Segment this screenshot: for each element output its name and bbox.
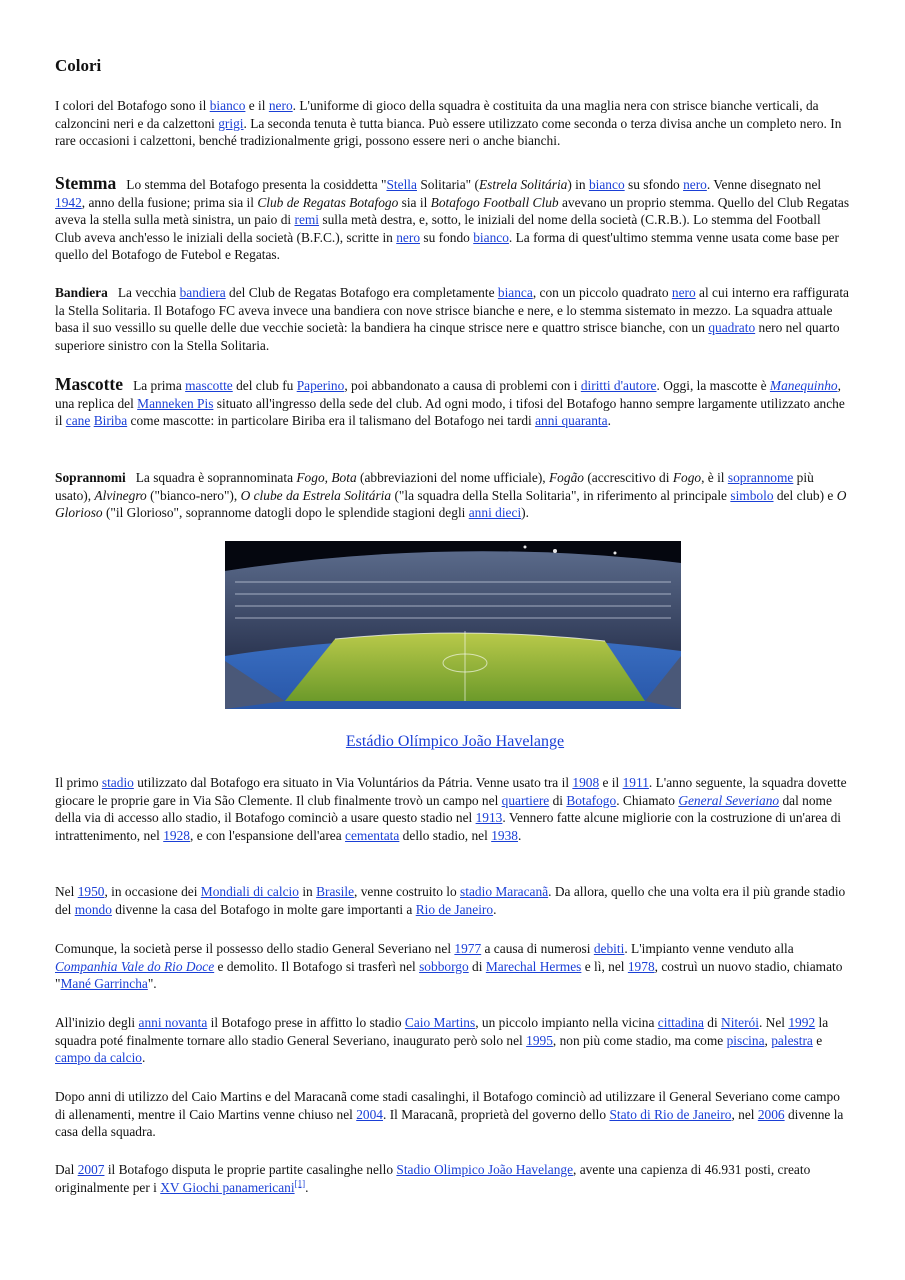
- paragraph-soprannomi: [55, 469, 850, 522]
- text: , nel: [731, 1106, 758, 1122]
- link-1978[interactable]: 1978: [627, 958, 655, 974]
- link-soprannome[interactable]: soprannome: [727, 470, 794, 485]
- text: All'inizio degli: [55, 1015, 139, 1030]
- link-marechal-hermes[interactable]: Marechal Hermes: [485, 958, 582, 974]
- text: , con un piccolo quadrato: [532, 285, 672, 300]
- link-palestra[interactable]: palestra: [771, 1032, 813, 1048]
- link-stato-rio-de-janeiro[interactable]: Stato di Rio de Janeiro: [609, 1106, 732, 1122]
- subheading-mascotte: Mascotte: [55, 374, 124, 394]
- text: , anno della fusione; prima sia il: [81, 194, 258, 210]
- text: più usato),: [55, 470, 814, 503]
- text: il Botafogo prese in affitto lo stadio: [207, 1015, 405, 1030]
- link-1928[interactable]: 1928: [163, 827, 190, 843]
- link-grigi[interactable]: grigi: [218, 115, 244, 131]
- italic-text: O Glorioso: [55, 487, 847, 521]
- text: dello stadio, nel: [399, 827, 492, 843]
- link-xv-giochi-panamericani[interactable]: XV Giochi panamericani: [160, 1179, 295, 1195]
- text: . L'uniforme di gioco della squadra è costituita da una maglia nera con strisce bianche verticali, da calzoncini neri e da calzettoni: [55, 98, 819, 131]
- link-nero[interactable]: nero: [268, 98, 293, 113]
- paragraph-stadio-6: [55, 1161, 850, 1196]
- link-2007[interactable]: 2007: [77, 1162, 105, 1177]
- text: nero nel quarto superiore sinistro con la Stella Solitaria.: [55, 320, 840, 353]
- text: . Da allora, quello che una volta era il più grande stadio del: [55, 884, 846, 917]
- text: di: [549, 792, 567, 808]
- link-diritti-autore[interactable]: diritti d'autore: [580, 378, 657, 393]
- link-cane[interactable]: cane: [65, 413, 91, 429]
- italic-text: Estrela Solitária: [478, 177, 568, 192]
- text: Il primo: [55, 775, 102, 790]
- text: . L'anno seguente, la squadra dovette giocare le proprie gare in Via São Clemente. Il club finalmente trovò un campo nel: [55, 775, 847, 808]
- link-stadio-olimpico[interactable]: Stadio Olimpico João Havelange: [396, 1162, 574, 1177]
- link-2006[interactable]: 2006: [757, 1106, 785, 1122]
- text: divenne la casa del Botafogo in molte gare importanti a: [111, 901, 416, 917]
- text: dal nome della via di accesso allo stadio, il Botafogo cominciò a usare questo stadio nel: [55, 792, 832, 826]
- text: come mascotte: in particolare Biriba era il talismano del Botafogo nei tardi: [127, 413, 536, 429]
- text: di: [703, 1015, 722, 1030]
- link-mondo[interactable]: mondo: [74, 901, 112, 917]
- text: sia il: [398, 194, 431, 210]
- text: situato all'ingresso della sede del club. Ad ogni modo, i tifosi del Botafogo hanno sempre largamente utilizzato anche il: [55, 395, 845, 429]
- text: . La forma di quest'ultimo stemma venne usata come base per quello del Botafogo de Futebol e Regatas.: [55, 229, 839, 263]
- text: La prima: [123, 378, 186, 393]
- link-1938[interactable]: 1938: [491, 827, 518, 843]
- paragraph-mascotte: [55, 376, 850, 430]
- link-general-severiano[interactable]: General Severiano: [678, 792, 780, 808]
- link-nero[interactable]: nero: [671, 285, 696, 300]
- link-manneken-pis[interactable]: Manneken Pis: [137, 395, 214, 411]
- text: e il: [245, 98, 269, 113]
- text: ".: [147, 976, 157, 992]
- link-anni-novanta[interactable]: anni novanta: [138, 1015, 208, 1030]
- subheading-stemma: Stemma: [55, 173, 117, 193]
- link-1911[interactable]: 1911: [622, 775, 649, 790]
- text: ) in: [567, 177, 589, 192]
- text: divenne la casa della squadra.: [55, 1106, 844, 1140]
- text: , una replica del: [55, 378, 841, 411]
- paragraph-stadio-5: [55, 1088, 850, 1141]
- link-estadio-olimpico[interactable]: Estádio Olímpico João Havelange: [345, 733, 565, 750]
- text: .: [607, 413, 611, 429]
- link-botafogo[interactable]: Botafogo: [566, 792, 617, 808]
- text: e demolito. Il Botafogo si trasferì nel: [214, 958, 420, 974]
- link-1950[interactable]: 1950: [77, 884, 105, 899]
- text: avevano un proprio stemma. Quello del Club Regatas aveva la stella sulla metà sinistra, un paio di: [55, 194, 850, 228]
- text: , avente una capienza di 46.931 posti, creato originalmente per i: [55, 1162, 811, 1195]
- italic-text: O clube da Estrela Solitária: [240, 487, 392, 503]
- link-biriba[interactable]: Biriba: [93, 413, 128, 429]
- link-stadio-maracana[interactable]: stadio Maracanã: [460, 884, 549, 899]
- text: ).: [521, 505, 529, 521]
- italic-text: Club de Regatas Botafogo: [257, 194, 399, 210]
- text: Lo stemma del Botafogo presenta la cosiddetta ": [116, 177, 387, 192]
- text: di: [468, 958, 486, 974]
- text: Comunque, la società perse il possesso dello stadio General Severiano nel: [55, 941, 455, 956]
- link-stella[interactable]: Stella: [386, 177, 417, 192]
- text: utilizzato dal Botafogo era situato in Via Voluntários da Pátria. Venne usato tra il: [133, 775, 573, 790]
- text: Solitaria" (: [416, 177, 479, 192]
- text: del club) e: [773, 487, 837, 503]
- text: e il: [599, 775, 623, 790]
- link-paperino[interactable]: Paperino: [296, 378, 345, 393]
- text: , non più come stadio, ma come: [552, 1032, 727, 1048]
- text: , costruì un nuovo stadio, chiamato ": [55, 958, 843, 992]
- subheading-bandiera: Bandiera: [55, 285, 108, 300]
- italic-text: Bota: [331, 470, 357, 485]
- italic-text: Alvinegro: [94, 487, 147, 503]
- link-anni-quaranta[interactable]: anni quaranta: [535, 413, 608, 429]
- text: del Club de Regatas Botafogo era completamente: [225, 285, 498, 300]
- paragraph-stadio-3: [55, 940, 850, 993]
- text: La squadra è soprannominata: [125, 470, 297, 485]
- link-nero[interactable]: nero: [683, 177, 707, 192]
- link-mondiali-di-calcio[interactable]: Mondiali di calcio: [200, 884, 299, 899]
- text: . La seconda tenuta è tutta bianca. Può essere utilizzato come seconda o terza divisa anche un completo nero. In rare occasioni i calzettoni, benché tradizionalmente grigi, possono essere neri o anche bianchi.: [55, 115, 842, 149]
- link-remi[interactable]: remi: [294, 212, 320, 228]
- text: .: [305, 1179, 309, 1195]
- link-1992[interactable]: 1992: [788, 1015, 816, 1030]
- text: al cui interno era raffigurata la Stella Solitaria. Il Botafogo FC aveva invece una bandiera con nove strisce bianche e nere, e lo stemma sistemato in mezzo. La squadra attuale basa il suo vessillo su quelle delle due vecchie società: la bandiera ha cinque strisce nere e quattro strisce bianche, con un: [55, 285, 849, 336]
- link-1977[interactable]: 1977: [454, 941, 482, 956]
- link-manequinho[interactable]: Manequinho: [769, 378, 838, 393]
- text: (accrescitivo di: [583, 470, 673, 485]
- link-mane-garrincha[interactable]: Mané Garrincha: [60, 976, 148, 992]
- text: . Il Maracanã, proprietà del governo dello: [383, 1106, 610, 1122]
- text: del club fu: [232, 378, 297, 393]
- link-bianca[interactable]: bianca: [497, 285, 533, 300]
- section-heading-colori: Colori: [55, 56, 102, 75]
- link-1995[interactable]: 1995: [526, 1032, 553, 1048]
- text: . Chiamato: [616, 792, 679, 808]
- link-companhia-vale[interactable]: Companhia Vale do Rio Doce: [55, 958, 215, 974]
- text: . Nel: [758, 1015, 789, 1030]
- text: . Oggi, la mascotte è: [656, 378, 770, 393]
- link-1913[interactable]: 1913: [475, 810, 503, 826]
- text: il Botafogo disputa le proprie partite casalinghe nello: [104, 1162, 397, 1177]
- paragraph-stadio-2: [55, 883, 850, 918]
- text: .: [493, 901, 497, 917]
- link-bianco[interactable]: bianco: [473, 229, 509, 245]
- link-quadrato[interactable]: quadrato: [708, 320, 756, 336]
- text: I colori del Botafogo sono il: [55, 98, 210, 113]
- text: Dal: [55, 1162, 78, 1177]
- link-niteroi[interactable]: Niterói: [721, 1015, 759, 1030]
- link-brasile[interactable]: Brasile: [316, 884, 355, 899]
- link-1942[interactable]: 1942: [55, 194, 82, 210]
- text: ("la squadra della Stella Solitaria", in riferimento al principale: [391, 487, 731, 503]
- link-2004[interactable]: 2004: [356, 1106, 383, 1122]
- link-campo-da-calcio[interactable]: campo da calcio: [55, 1050, 142, 1066]
- link-debiti[interactable]: debiti: [593, 941, 625, 956]
- link-bianco[interactable]: bianco: [588, 177, 625, 192]
- paragraph-colori: [55, 97, 850, 150]
- link-bandiera[interactable]: bandiera: [179, 285, 226, 300]
- subheading-soprannomi: Soprannomi: [55, 470, 126, 485]
- paragraph-stadio-1: [55, 774, 850, 844]
- link-stadio[interactable]: stadio: [101, 775, 134, 790]
- italic-text: Fogo: [672, 470, 702, 485]
- photo-caption: [55, 733, 855, 751]
- link-cementata[interactable]: cementata: [345, 827, 400, 843]
- link-bianco[interactable]: bianco: [209, 98, 246, 113]
- text: ("bianco-nero"),: [146, 487, 241, 503]
- text: . L'impianto venne venduto alla: [624, 941, 794, 956]
- paragraph-stemma: [55, 175, 850, 264]
- text: su fondo: [420, 229, 474, 245]
- link-sobborgo[interactable]: sobborgo: [419, 958, 469, 974]
- text: Dopo anni di utilizzo del Caio Martins e del Maracanã come stadi casalinghi, il Botafogo cominciò ad utilizzare il General Severiano come campo di allenamenti, mentre il Caio Martins venne chiuso nel: [55, 1089, 840, 1122]
- text: . Venne disegnato nel: [706, 177, 822, 192]
- paragraph-bandiera: [55, 284, 850, 354]
- text: , in occasione dei: [104, 884, 201, 899]
- link-cittadina[interactable]: cittadina: [657, 1015, 704, 1030]
- link-1908[interactable]: 1908: [572, 775, 600, 790]
- text: , è il: [701, 470, 728, 485]
- paragraph-stadio-4: [55, 1014, 850, 1067]
- text: ("il Glorioso", soprannome datogli dopo le splendide stagioni degli: [102, 505, 469, 521]
- text: a causa di numerosi: [481, 941, 594, 956]
- text: su sfondo: [624, 177, 684, 192]
- text: Nel: [55, 884, 78, 899]
- stadium-photo-illustration: [225, 541, 681, 709]
- text: . Vennero fatte alcune migliorie con la costruzione di un'area di intrattenimento, nel: [55, 810, 842, 843]
- text: la squadra poté finalmente tornare allo stadio General Severiano, inaugurato però solo nel: [55, 1015, 829, 1048]
- link-simbolo[interactable]: simbolo: [730, 487, 774, 503]
- stadium-photo[interactable]: [225, 541, 681, 709]
- link-caio-martins[interactable]: Caio Martins: [404, 1015, 476, 1030]
- text: .: [142, 1050, 146, 1066]
- text: , venne costruito lo: [354, 884, 461, 899]
- text: sulla metà destra, e, sotto, le iniziali del nome della società (C.R.B.). Lo stemma del Football Club aveva anch'esso le iniziali della società (B.F.C.), scritte in: [55, 212, 821, 245]
- text: e lì, nel: [581, 958, 628, 974]
- text: ,: [764, 1032, 772, 1048]
- link-quartiere[interactable]: quartiere: [501, 792, 550, 808]
- text: in: [298, 884, 317, 899]
- italic-text: Botafogo Football Club: [430, 194, 559, 210]
- italic-text: Fogão: [549, 470, 584, 485]
- text: e: [812, 1032, 823, 1048]
- link-mascotte[interactable]: mascotte: [185, 378, 233, 393]
- text: ,: [324, 470, 332, 485]
- link-piscina[interactable]: piscina: [726, 1032, 765, 1048]
- text: , e con l'espansione dell'area: [190, 827, 346, 843]
- link-nero[interactable]: nero: [396, 229, 421, 245]
- text: , poi abbandonato a causa di problemi con i: [344, 378, 581, 393]
- text: La vecchia: [107, 285, 180, 300]
- text: (abbreviazioni del nome ufficiale),: [356, 470, 549, 485]
- italic-text: Fogo: [296, 470, 325, 485]
- link-rio-de-janeiro[interactable]: Rio de Janeiro: [415, 901, 494, 917]
- text: .: [517, 827, 522, 843]
- footnote-ref-1[interactable]: [1]: [294, 1178, 306, 1189]
- link-anni-dieci[interactable]: anni dieci: [468, 505, 522, 521]
- text: , un piccolo impianto nella vicina: [475, 1015, 658, 1030]
